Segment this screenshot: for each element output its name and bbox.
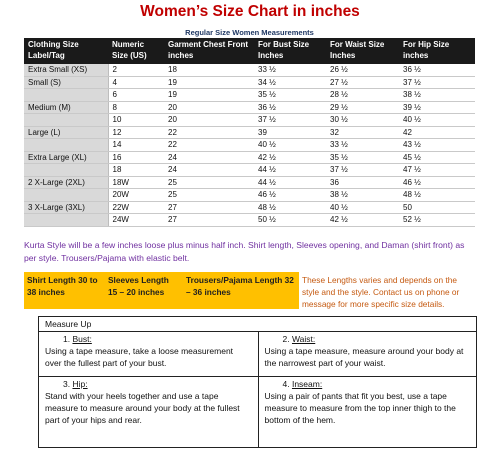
table-cell: 46 ½ [399,176,475,189]
table-cell: 40 ½ [399,114,475,127]
table-cell: 27 ½ [326,76,399,89]
table-cell: 43 ½ [399,139,475,152]
table-cell: 36 ½ [399,64,475,76]
table-cell: 50 [399,201,475,214]
table-cell: 10 [108,114,164,127]
table-cell: 40 ½ [326,201,399,214]
table-row [24,139,475,152]
size-label-cell: Extra Small (XS) [24,64,108,76]
table-cell: 24 [164,151,254,164]
size-label-cell [24,164,108,177]
table-cell: 20 [164,114,254,127]
table-cell: 48 ½ [399,189,475,202]
table-cell: 28 ½ [326,89,399,102]
size-label-cell: Large (L) [24,126,108,139]
hip-number: 3. [63,379,71,389]
table-row [24,101,475,114]
table-cell: 19 [164,89,254,102]
table-caption: Regular Size Women Measurements [185,28,314,37]
size-table-section [24,27,475,227]
size-label-cell [24,189,108,202]
table-cell: 25 [164,176,254,189]
size-label-cell: Medium (M) [24,101,108,114]
table-cell: 27 [164,201,254,214]
waist-instructions [258,332,477,376]
table-cell: 8 [108,101,164,114]
table-cell: 40 ½ [254,139,326,152]
table-row [24,214,475,227]
table-cell: 16 [108,151,164,164]
trousers-length-info: Trousers/Pajama Length 32 – 36 inches [186,275,294,297]
table-cell: 37 ½ [399,76,475,89]
size-label-cell [24,114,108,127]
table-row [24,76,475,89]
table-row [24,89,475,102]
column-header: Garment Chest Front inches [164,38,254,64]
table-cell: 39 ½ [399,101,475,114]
table-cell: 24W [108,214,164,227]
hip-text: Stand with your heels together and use a tape measure to measure around your body at the fullest part of your hips and rear. [45,391,240,425]
table-row [24,176,475,189]
table-cell: 52 ½ [399,214,475,227]
column-header: Clothing Size Label/Tag [24,38,108,64]
size-label-cell: 2 X-Large (2XL) [24,176,108,189]
inseam-heading: Inseam: [291,379,323,389]
table-cell: 33 ½ [254,64,326,76]
table-cell: 38 ½ [399,89,475,102]
inseam-instructions [258,377,477,447]
table-cell: 18 [108,164,164,177]
bust-text: Using a tape measure, take a loose measurement over the fullest part of your bust. [45,346,234,368]
waist-heading: Waist: [291,334,316,344]
table-cell: 22 [164,126,254,139]
measure-up-box [38,316,477,448]
length-contact-note: These Lengths varies and depends on the style and the style. Contact us on phone or message for more specific size details. [299,272,475,309]
table-cell: 45 ½ [399,151,475,164]
table-cell: 20W [108,189,164,202]
size-label-cell [24,139,108,152]
table-row [24,151,475,164]
size-label-cell [24,214,108,227]
table-row [24,114,475,127]
table-cell: 29 ½ [326,101,399,114]
page-title: Women’s Size Chart in inches [140,3,360,20]
table-cell: 42 ½ [326,214,399,227]
measure-row [39,332,476,377]
table-cell: 27 [164,214,254,227]
table-cell: 35 ½ [254,89,326,102]
table-cell: 25 [164,189,254,202]
table-cell: 50 ½ [254,214,326,227]
size-label-cell: 3 X-Large (3XL) [24,201,108,214]
table-cell: 22 [164,139,254,152]
table-row [24,64,475,76]
table-cell: 42 ½ [254,151,326,164]
table-cell: 33 ½ [326,139,399,152]
table-header-row [24,38,475,64]
table-cell: 6 [108,89,164,102]
inseam-number: 4. [282,379,290,389]
table-cell: 37 ½ [254,114,326,127]
size-label-cell [24,89,108,102]
table-cell: 22W [108,201,164,214]
length-info-band [24,272,475,309]
table-cell: 4 [108,76,164,89]
inseam-text: Using a pair of pants that fit you best, use a tape measure to measure from the top inner thigh to the bottom of the hem. [264,391,456,425]
table-cell: 46 ½ [254,189,326,202]
kurta-style-note: Kurta Style will be a few inches loose plus minus half inch. Shirt length, Sleeves opening, and Daman (shirt front) as per style. Trousers/Pajama with elastic belt. [24,240,465,263]
size-label-cell: Extra Large (XL) [24,151,108,164]
table-row [24,201,475,214]
hip-heading: Hip: [72,379,88,389]
table-cell: 34 ½ [254,76,326,89]
table-cell: 12 [108,126,164,139]
measure-up-heading: Measure Up [39,317,476,332]
table-cell: 2 [108,64,164,76]
table-cell: 18W [108,176,164,189]
table-cell: 32 [326,126,399,139]
sleeves-length-info: Sleeves Length 15 – 20 inches [108,275,169,297]
table-row [24,126,475,139]
table-cell: 36 ½ [254,101,326,114]
size-table-body [24,64,475,226]
table-cell: 20 [164,101,254,114]
table-row [24,164,475,177]
table-cell: 26 ½ [326,64,399,76]
waist-text: Using a tape measure, measure around your body at the narrowest part of your waist. [264,346,464,368]
table-cell: 37 ½ [326,164,399,177]
waist-number: 2. [282,334,290,344]
shirt-length-info: Shirt Length 30 to 38 inches [24,272,105,309]
column-header: Numeric Size (US) [108,38,164,64]
hip-instructions [39,377,258,447]
bust-heading: Bust: [72,334,92,344]
bust-number: 1. [63,334,71,344]
size-table [24,38,475,227]
column-header: For Bust Size Inches [254,38,326,64]
table-cell: 39 [254,126,326,139]
table-cell: 48 ½ [254,201,326,214]
table-cell: 44 ½ [254,164,326,177]
table-cell: 19 [164,76,254,89]
table-cell: 44 ½ [254,176,326,189]
table-row [24,189,475,202]
table-cell: 14 [108,139,164,152]
table-cell: 36 [326,176,399,189]
measure-row [39,377,476,447]
table-cell: 30 ½ [326,114,399,127]
table-cell: 24 [164,164,254,177]
bust-instructions [39,332,258,376]
column-header: For Hip Size inches [399,38,475,64]
column-header: For Waist Size Inches [326,38,399,64]
size-label-cell: Small (S) [24,76,108,89]
table-cell: 47 ½ [399,164,475,177]
table-cell: 35 ½ [326,151,399,164]
table-cell: 18 [164,64,254,76]
table-cell: 42 [399,126,475,139]
table-cell: 38 ½ [326,189,399,202]
